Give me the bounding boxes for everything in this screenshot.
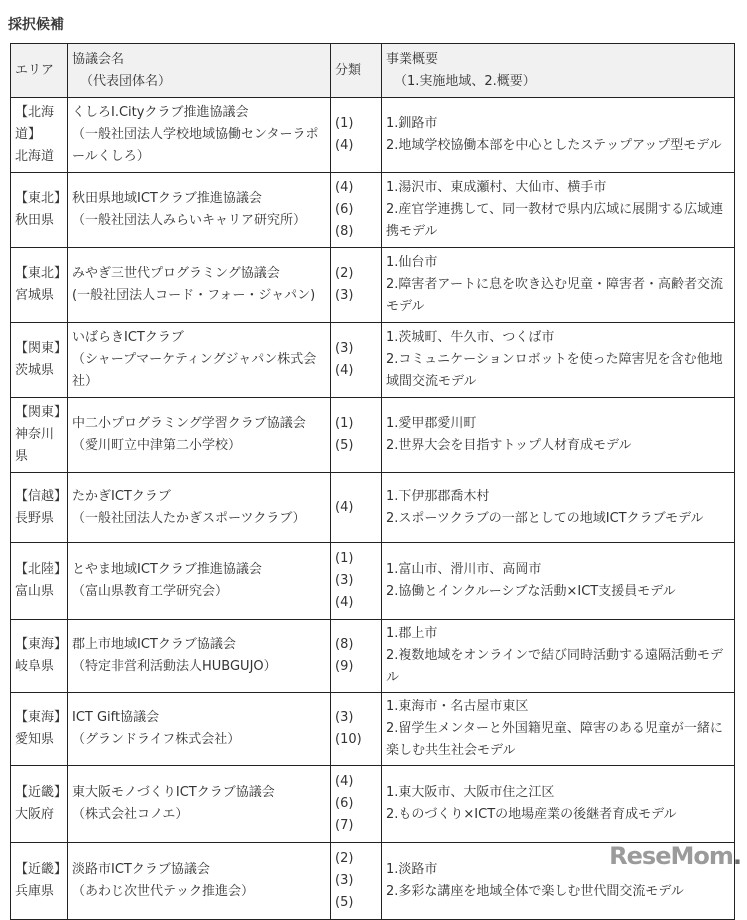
council-name: とやま地域ICTクラブ推進協議会 bbox=[72, 562, 262, 577]
prefecture-label: 富山県 bbox=[15, 584, 55, 599]
council-cell bbox=[68, 766, 331, 843]
organization-name: （あわじ次世代テック推進会） bbox=[72, 884, 255, 899]
table-row bbox=[11, 543, 735, 620]
category-code: (1) bbox=[335, 551, 354, 566]
region-label: 【北陸】 bbox=[15, 562, 68, 577]
category-cell bbox=[331, 398, 382, 473]
category-code: (6) bbox=[335, 202, 354, 217]
project-summary: 2.地域学校協働本部を中心としたステップアップ型モデル bbox=[386, 138, 722, 153]
table-row bbox=[11, 398, 735, 473]
category-code: (4) bbox=[335, 138, 354, 153]
project-summary: 2.産官学連携して、同一教材で県内広域に展開する広域連携モデル bbox=[386, 202, 724, 239]
category-code: (5) bbox=[335, 438, 354, 453]
council-name: 淡路市ICTクラブ協議会 bbox=[72, 862, 210, 877]
header-description-sublabel: （1.実施地域、2.概要） bbox=[394, 73, 536, 89]
area-cell bbox=[11, 543, 68, 620]
prefecture-label: 北海道 bbox=[15, 149, 55, 164]
implementation-area: 1.仙台市 bbox=[386, 255, 438, 270]
council-name: 中二小プログラミング学習クラブ協議会 bbox=[72, 416, 306, 431]
implementation-area: 1.東大阪市、大阪市住之江区 bbox=[386, 785, 555, 800]
table-row bbox=[11, 173, 735, 248]
category-code: (6) bbox=[335, 796, 354, 811]
header-area bbox=[11, 44, 68, 98]
area-cell bbox=[11, 98, 68, 173]
implementation-area: 1.下伊那郡喬木村 bbox=[386, 488, 490, 504]
category-code: (4) bbox=[335, 774, 354, 789]
council-name: 郡上市地域ICTクラブ協議会 bbox=[72, 637, 236, 652]
section-title: 採択候補 bbox=[8, 17, 64, 33]
category-cell bbox=[331, 98, 382, 173]
organization-name: （特定非営利活動法人HUBGUJO） bbox=[72, 659, 277, 674]
header-category bbox=[331, 44, 382, 98]
description-cell bbox=[382, 173, 735, 248]
prefecture-label: 宮城県 bbox=[15, 288, 55, 303]
prefecture-label: 長野県 bbox=[15, 510, 55, 526]
organization-name: （一般社団法人学校地域協働センターラポールくしろ） bbox=[72, 127, 319, 164]
organization-name: (一般社団法人コード・フォー・ジャパン) bbox=[72, 288, 316, 303]
category-code: (4) bbox=[335, 363, 354, 378]
category-code: (3) bbox=[335, 873, 354, 888]
category-code: (3) bbox=[335, 288, 354, 303]
table-row bbox=[11, 693, 735, 766]
category-code: (5) bbox=[335, 895, 354, 910]
description-cell bbox=[382, 543, 735, 620]
watermark-dot: . bbox=[732, 842, 741, 870]
organization-name: （一般社団法人みらいキャリア研究所） bbox=[72, 213, 307, 228]
category-code: (1) bbox=[335, 116, 354, 131]
category-code: (10) bbox=[335, 732, 362, 747]
prefecture-label: 茨城県 bbox=[15, 363, 55, 378]
resemom-watermark-logo bbox=[609, 842, 741, 870]
organization-name: （シャープマーケティングジャパン株式会社） bbox=[72, 352, 317, 389]
category-code: (4) bbox=[335, 499, 354, 515]
description-cell bbox=[382, 98, 735, 173]
prefecture-label: 兵庫県 bbox=[15, 884, 55, 899]
table-row bbox=[11, 620, 735, 693]
category-cell bbox=[331, 843, 382, 920]
category-code: (3) bbox=[335, 573, 354, 588]
category-code: (3) bbox=[335, 341, 354, 356]
header-category-label: 分類 bbox=[335, 62, 362, 78]
region-label: 【東海】 bbox=[15, 637, 68, 652]
category-code: (2) bbox=[335, 851, 354, 866]
implementation-area: 1.郡上市 bbox=[386, 626, 438, 641]
description-cell bbox=[382, 693, 735, 766]
header-description-label: 事業概要 bbox=[386, 51, 439, 67]
table-row bbox=[11, 98, 735, 173]
category-cell bbox=[331, 473, 382, 543]
description-cell bbox=[382, 473, 735, 543]
prefecture-label: 神奈川県 bbox=[15, 427, 55, 464]
council-cell bbox=[68, 693, 331, 766]
organization-name: （富山県教育工学研究会） bbox=[72, 584, 229, 599]
prefecture-label: 秋田県 bbox=[15, 213, 55, 228]
project-summary: 2.障害者アートに息を吹き込む児童・障害者・高齢者交流モデル bbox=[386, 277, 724, 314]
project-summary: 2.複数地域をオンラインで結び同時活動する遠隔活動モデル bbox=[386, 648, 724, 685]
council-cell bbox=[68, 398, 331, 473]
area-cell bbox=[11, 248, 68, 323]
area-cell bbox=[11, 323, 68, 398]
council-name: みやぎ三世代プログラミング協議会 bbox=[72, 266, 280, 281]
category-cell bbox=[331, 766, 382, 843]
category-code: (8) bbox=[335, 637, 354, 652]
council-cell bbox=[68, 843, 331, 920]
watermark-text: ReseMom bbox=[609, 842, 733, 870]
table-row bbox=[11, 473, 735, 543]
implementation-area: 1.富山市、滑川市、高岡市 bbox=[386, 562, 542, 577]
organization-name: （株式会社コノエ） bbox=[72, 807, 189, 822]
council-cell bbox=[68, 98, 331, 173]
category-code: (2) bbox=[335, 266, 354, 281]
area-cell bbox=[11, 398, 68, 473]
council-name: たかぎICTクラブ bbox=[72, 488, 171, 504]
description-cell bbox=[382, 766, 735, 843]
category-code: (9) bbox=[335, 659, 354, 674]
project-summary: 2.多彩な講座を地域全体で楽しむ世代間交流モデル bbox=[386, 884, 684, 899]
header-description bbox=[382, 44, 735, 98]
region-label: 【東海】 bbox=[15, 710, 68, 725]
implementation-area: 1.淡路市 bbox=[386, 862, 438, 877]
category-cell bbox=[331, 693, 382, 766]
description-cell bbox=[382, 620, 735, 693]
table-header-row bbox=[11, 44, 735, 98]
implementation-area: 1.湯沢市、東成瀬村、大仙市、横手市 bbox=[386, 180, 607, 195]
implementation-area: 1.茨城町、牛久市、つくば市 bbox=[386, 330, 555, 345]
organization-name: （愛川町立中津第二小学校） bbox=[72, 438, 242, 453]
implementation-area: 1.東海市・名古屋市東区 bbox=[386, 699, 529, 714]
area-cell bbox=[11, 173, 68, 248]
project-summary: 2.留学生メンターと外国籍児童、障害のある児童が一緒に楽しむ共生社会モデル bbox=[386, 721, 723, 758]
implementation-area: 1.愛甲郡愛川町 bbox=[386, 416, 477, 431]
category-cell bbox=[331, 543, 382, 620]
header-area-label: エリア bbox=[15, 62, 55, 78]
category-code: (7) bbox=[335, 818, 354, 833]
council-cell bbox=[68, 173, 331, 248]
header-council-name bbox=[68, 44, 331, 98]
prefecture-label: 大阪府 bbox=[15, 807, 55, 822]
category-code: (1) bbox=[335, 416, 354, 431]
description-cell bbox=[382, 248, 735, 323]
description-cell bbox=[382, 398, 735, 473]
implementation-area: 1.釧路市 bbox=[386, 116, 438, 131]
region-label: 【関東】 bbox=[15, 341, 68, 356]
region-label: 【近畿】 bbox=[15, 785, 68, 800]
council-name: 東大阪モノづくりICTクラブ協議会 bbox=[72, 785, 275, 800]
prefecture-label: 岐阜県 bbox=[15, 659, 55, 674]
category-code: (8) bbox=[335, 224, 354, 239]
council-cell bbox=[68, 473, 331, 543]
region-label: 【関東】 bbox=[15, 405, 68, 420]
category-code: (3) bbox=[335, 710, 354, 725]
category-cell bbox=[331, 323, 382, 398]
area-cell bbox=[11, 473, 68, 543]
region-label: 【北海道】 bbox=[15, 105, 55, 142]
project-summary: 2.世界大会を目指すトップ人材育成モデル bbox=[386, 438, 632, 453]
area-cell bbox=[11, 620, 68, 693]
council-cell bbox=[68, 323, 331, 398]
organization-name: （グランドライフ株式会社） bbox=[72, 732, 241, 747]
category-cell bbox=[331, 620, 382, 693]
category-code: (4) bbox=[335, 595, 354, 610]
category-code: (4) bbox=[335, 180, 354, 195]
table-row bbox=[11, 248, 735, 323]
council-name: ICT Gift協議会 bbox=[72, 710, 160, 725]
organization-name: （一般社団法人たかぎスポーツクラブ） bbox=[72, 510, 306, 526]
council-cell bbox=[68, 543, 331, 620]
council-name: くしろI.Cityクラブ推進協議会 bbox=[72, 105, 249, 120]
region-label: 【信越】 bbox=[15, 488, 68, 504]
council-cell bbox=[68, 620, 331, 693]
prefecture-label: 愛知県 bbox=[15, 732, 55, 747]
project-summary: 2.協働とインクルーシブな活動×ICT支援員モデル bbox=[386, 584, 676, 599]
council-cell bbox=[68, 248, 331, 323]
table-row bbox=[11, 323, 735, 398]
header-council-label: 協議会名 bbox=[72, 51, 125, 67]
council-name: 秋田県地域ICTクラブ推進協議会 bbox=[72, 191, 262, 206]
category-cell bbox=[331, 248, 382, 323]
region-label: 【東北】 bbox=[15, 266, 68, 281]
area-cell bbox=[11, 843, 68, 920]
area-cell bbox=[11, 693, 68, 766]
category-cell bbox=[331, 173, 382, 248]
description-cell bbox=[382, 323, 735, 398]
project-summary: 2.スポーツクラブの一部としての地域ICTクラブモデル bbox=[386, 510, 704, 526]
project-summary: 2.ものづくり×ICTの地場産業の後継者育成モデル bbox=[386, 807, 677, 822]
council-name: いばらきICTクラブ bbox=[72, 330, 184, 345]
header-organization-label: （代表団体名） bbox=[80, 73, 172, 89]
area-cell bbox=[11, 766, 68, 843]
candidates-table bbox=[10, 43, 735, 920]
table-row bbox=[11, 766, 735, 843]
region-label: 【近畿】 bbox=[15, 862, 68, 877]
project-summary: 2.コミュニケーションロボットを使った障害児を含む他地域間交流モデル bbox=[386, 352, 723, 389]
table-body bbox=[11, 98, 735, 920]
region-label: 【東北】 bbox=[15, 191, 68, 206]
